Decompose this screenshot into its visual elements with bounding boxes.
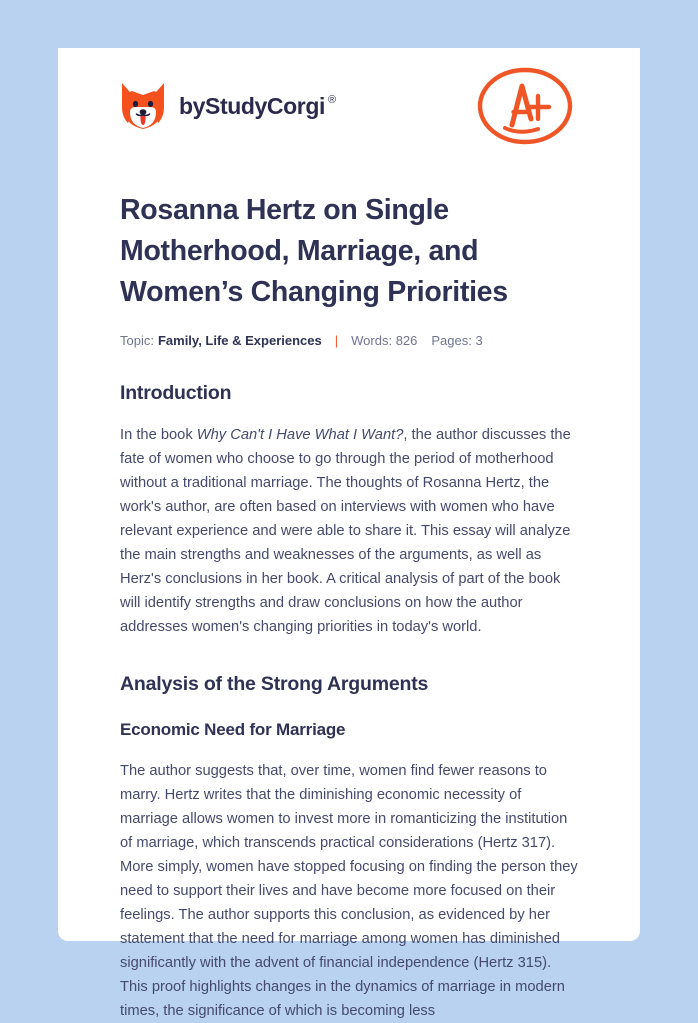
article-meta [120, 333, 578, 348]
brand-logo[interactable] [120, 81, 336, 131]
a-plus-circled-icon [472, 62, 578, 150]
section-heading-introduction: Introduction [120, 382, 232, 404]
page-title: Rosanna Hertz on Single Motherhood, Marriage, and Women’s Changing Priorities [120, 194, 508, 308]
brand-prefix: by [179, 92, 206, 119]
word-count: Words: 826 [351, 333, 418, 348]
topic-link[interactable]: Family, Life & Experiences [157, 333, 322, 348]
brand-name: StudyCorgi [205, 92, 325, 119]
page-count: Pages: 3 [431, 333, 483, 348]
paragraph-economic-need: The author suggests that, over time, women find fewer reasons to marry. Hertz writes that the diminishing economic necessity of marriage allows women to invest more in romanticizing the institution of marriage, which transcends practical considerations (Hertz 317). More simply, women have stopped focusing on finding the person they need to support their lives and have become more focused on their feelings. The author supports this conclusion, as evidenced by her statement that the need for marriage among women has diminished significantly with the advent of financial independence (Hertz 315). This proof highlights changes in the dynamics of marriage in modern times, the significance of which is becoming less [120, 763, 578, 1019]
meta-divider: | [334, 333, 339, 348]
card-content [58, 48, 640, 1023]
corgi-face-icon [120, 81, 166, 131]
essay-page-card [58, 48, 640, 1019]
registered-trademark-symbol: ® [328, 93, 336, 106]
section-heading-analysis: Analysis of the Strong Arguments [120, 673, 429, 695]
brand-wordmark [179, 93, 336, 120]
site-header [120, 48, 578, 158]
paragraph-suffix: , the author discusses the fate of women who choose to go through the period of motherhood without a traditional marriage. The thoughts of Rosanna Hertz, the work's author, are often based on interviews with women who have relevant experience and were able to share it. This essay will analyze the main strengths and weaknesses of the arguments, as well as Herz's conclusions in her book. A critical analysis of part of the book will identify strengths and draw conclusions on how the author addresses women's changing priorities in today's world. [120, 427, 571, 635]
subsection-heading-economic-need: Economic Need for Marriage [120, 720, 346, 739]
paragraph-prefix: In the book [120, 427, 197, 443]
topic-label: Topic: [120, 333, 154, 348]
book-title-italic: Why Can't I Have What I Want? [196, 427, 404, 443]
paragraph-introduction [120, 423, 578, 639]
